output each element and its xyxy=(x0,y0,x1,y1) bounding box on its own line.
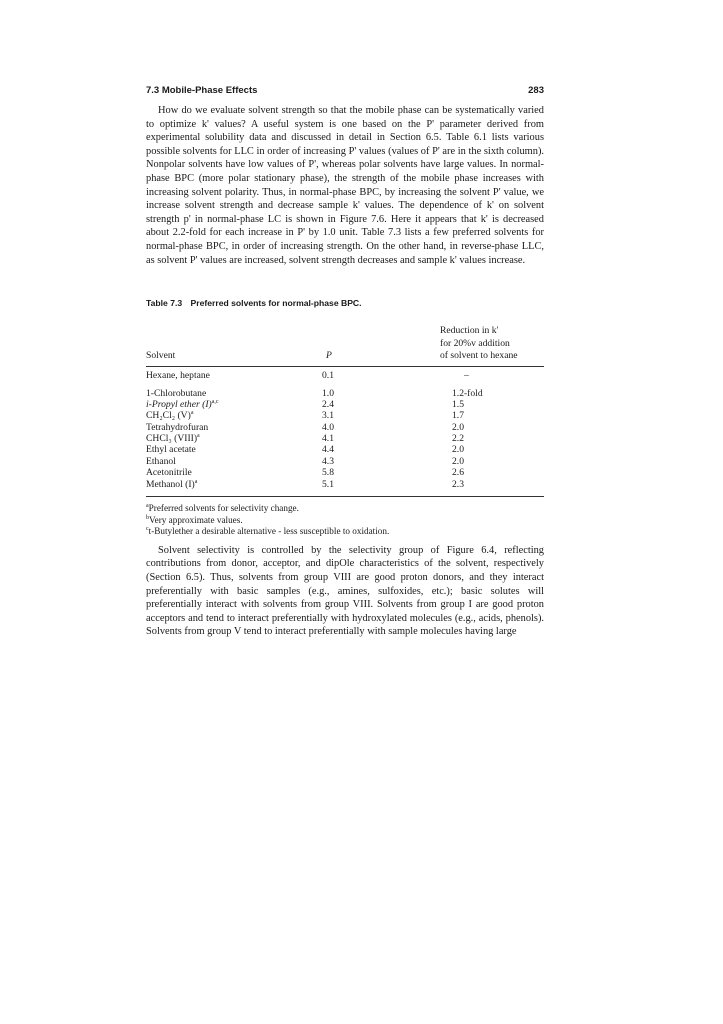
header-solvent: Solvent xyxy=(146,350,176,362)
footnote-ref: a xyxy=(197,432,200,439)
footnote-text: Very approximate values. xyxy=(149,514,243,525)
cell-p: 4.4 xyxy=(322,444,334,456)
table-row xyxy=(146,410,544,421)
footnote-ref: a xyxy=(190,410,194,417)
table-caption-text: Preferred solvents for normal-phase BPC. xyxy=(190,298,362,309)
table-row xyxy=(146,399,544,410)
table-row xyxy=(146,422,544,433)
cell-solvent: 1-Chlorobutane xyxy=(146,387,207,399)
cell-solvent-text: CHCl₃ (VIII) xyxy=(146,433,198,445)
cell-reduction: 2.0 xyxy=(452,444,464,456)
header-reduction-line2: for 20%v addition xyxy=(440,337,510,349)
header-p: P xyxy=(326,350,332,362)
table-row xyxy=(146,444,544,455)
table-row xyxy=(146,433,544,444)
cell-solvent-text: i-Propyl ether (I) xyxy=(146,398,212,410)
cell-p: 5.1 xyxy=(322,478,334,490)
cell-solvent: Ethanol xyxy=(146,455,176,467)
cell-p: 0.1 xyxy=(322,370,334,382)
cell-reduction: 2.6 xyxy=(452,467,464,479)
footnote-text: Preferred solvents for selectivity change. xyxy=(148,503,299,514)
cell-p: 5.8 xyxy=(322,467,334,479)
cell-solvent: Acetonitrile xyxy=(146,467,192,479)
footnote xyxy=(146,503,544,515)
cell-reduction: 1.7 xyxy=(452,410,464,422)
cell-p: 2.4 xyxy=(322,398,334,410)
table-body xyxy=(146,367,544,497)
footnote-ref: a,c xyxy=(211,398,219,405)
header-reduction-line1: Reduction in k' xyxy=(440,324,499,336)
footnote-mark: c xyxy=(146,526,149,533)
footnote-mark: b xyxy=(146,514,149,521)
section-title: 7.3 Mobile-Phase Effects xyxy=(146,85,258,96)
cell-reduction: 2.0 xyxy=(452,421,464,433)
table-caption xyxy=(146,296,544,310)
body-paragraph-2: Solvent selectivity is controlled by the selectivity group of Figure 6.4, reflecting contributions from donor, acceptor, and dipOle characteristics of the solvent, respectively (Section 6.5). Thus, solvents from group VIII are good proton donors, and they interact preferentially with basic samples (e.g., amines, sulfoxides, etc.); basic solutes will preferentially interact with solvents from group VIII. Solvents from group I are good proton acceptors and tend to interact preferentially with hydroxylated molecules (e.g., acids, phenols). Solvents from group V tend to interact preferentially with sample molecules having large xyxy=(146,544,544,638)
footnote xyxy=(146,515,544,527)
table-row xyxy=(146,467,544,478)
cell-solvent: Hexane, heptane xyxy=(146,370,210,382)
cell-p: 4.3 xyxy=(322,455,334,467)
cell-reduction: 1.2-fold xyxy=(452,387,483,399)
cell-p: 3.1 xyxy=(322,410,334,422)
cell-p: 1.0 xyxy=(322,387,334,399)
table-row xyxy=(146,388,544,399)
cell-solvent xyxy=(146,433,318,444)
cell-solvent: Tetrahydrofuran xyxy=(146,421,209,433)
body-paragraph-1: How do we evaluate solvent strength so that the mobile phase can be systematically varied to optimize k' values? A useful system is one based on the P' parameter derived from experimental solubility data and discussed in detail in Section 6.5. Table 6.1 lists various possible solvents for LLC in order of increasing P' values (values of P' are in the sixth column). Nonpolar solvents have low values of P', whereas polar solvents have large values. In normal-phase BPC (more polar stationary phase), the strength of the mobile phase increases with increasing solvent polarity. Thus, in normal-phase BPC, by increasing the solvent P' value, we increase solvent strength and decrease sample k' values. The dependence of k' on solvent strength p' in normal-phase LC is shown in Figure 7.6. Here it appears that k' is decreased about 2.2-fold for each increase in P' by 1.0 unit. Table 7.3 lists a few preferred solvents for normal-phase BPC, in order of increasing strength. On the other hand, in reverse-phase LLC, as solvent P' values are increased, solvent strength decreases and sample k' values increase. xyxy=(146,105,544,266)
footnote-mark: a xyxy=(146,502,149,509)
book-page xyxy=(146,84,544,639)
page-number: 283 xyxy=(528,85,544,96)
running-head xyxy=(146,84,544,98)
header-reduction xyxy=(440,325,544,363)
cell-reduction: – xyxy=(464,370,469,382)
cell-solvent: Ethyl acetate xyxy=(146,444,196,456)
table-row xyxy=(146,456,544,467)
cell-solvent xyxy=(146,479,318,490)
cell-solvent-text: Methanol (I) xyxy=(146,478,195,490)
cell-reduction: 2.0 xyxy=(452,455,464,467)
header-reduction-line3: of solvent to hexane xyxy=(440,350,518,362)
footnote xyxy=(146,526,544,538)
cell-solvent xyxy=(146,410,318,421)
cell-reduction: 2.3 xyxy=(452,478,464,490)
table-row xyxy=(146,479,544,490)
cell-reduction: 1.5 xyxy=(452,398,464,410)
footnote-text: t-Butylether a desirable alternative - less susceptible to oxidation. xyxy=(148,526,390,537)
cell-solvent-text: CH₂Cl₂ (V) xyxy=(146,410,191,422)
table-footnotes xyxy=(146,503,544,538)
cell-p: 4.0 xyxy=(322,421,334,433)
footnote-ref: a xyxy=(194,478,198,485)
table-row xyxy=(146,370,544,381)
cell-reduction: 2.2 xyxy=(452,433,464,445)
table-header xyxy=(146,326,544,367)
cell-p: 4.1 xyxy=(322,433,334,445)
table-label: Table 7.3 xyxy=(146,298,183,309)
cell-solvent xyxy=(146,399,318,410)
